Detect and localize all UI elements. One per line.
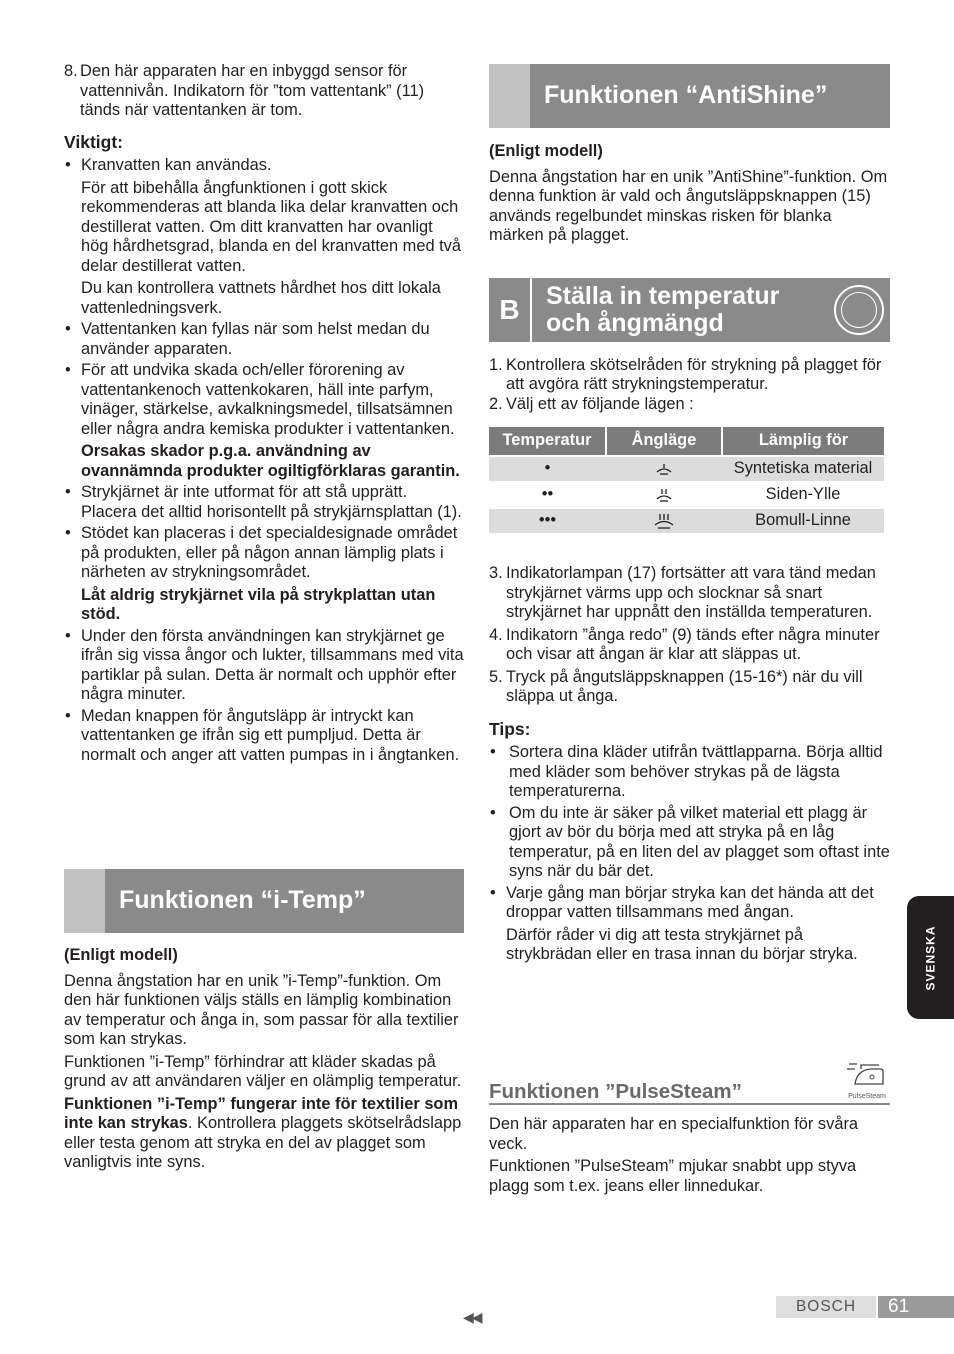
list-text: För att bibehålla ångfunktionen i gott skick rekommenderas att blanda lika delar kranvatten och destillerat vatten. Om ditt kranvatten har ovanligt hög hårdhetsgrad, blanda en del kranvatten med två delar destillerat vatten.	[81, 178, 461, 275]
step-number: 8.	[64, 62, 78, 80]
table-cell-temp: •	[489, 456, 606, 482]
paragraph: Denna ångstation har en unik ”AntiShine”-funktion. Om denna funktion är vald och ångutsläppsknappen (15) används regelbundet minskas risken för blanka märken på plagget.	[489, 167, 888, 244]
warning-text: Låt aldrig strykjärnet vila på strykplattan utan stöd.	[81, 585, 436, 623]
paragraph: Funktionen ”PulseSteam” mjukar snabbt upp styva plagg som t.ex. jeans eller linnedukar.	[489, 1157, 857, 1195]
viktigt-list	[64, 156, 464, 765]
list-item	[64, 156, 464, 318]
table-row	[489, 456, 884, 482]
table-row	[489, 508, 884, 533]
section-b-title	[532, 278, 890, 342]
list-item	[64, 483, 464, 522]
tips-list	[489, 743, 890, 965]
title-line: och ångmängd	[546, 308, 724, 337]
list-text: • Vattentanken kan fyllas när som helst medan du använder apparaten.	[81, 320, 430, 358]
pulse-icon-label: PulseSteam	[848, 1093, 886, 1100]
list-text: • Medan knappen för ångutsläpp är intryckt kan vattentanken ge ifrån sig ett pumpljud. Detta är normalt och anger att vatten pumpas in i ångtanken.	[81, 706, 460, 764]
paragraph-text: . Kontrollera plaggets skötselrådslapp eller testa genom att stryka en del av plagget som vanligtvis inte syns.	[64, 1114, 462, 1171]
list-text: • Kranvatten kan användas.	[81, 156, 272, 174]
list-item	[489, 884, 890, 965]
steam-level-2-icon	[655, 487, 673, 503]
step-number: 5.	[489, 667, 503, 686]
paragraph: Denna ångstation har en unik ”i-Temp”-funktion. Om den här funktionen väljs ställs en lämplig kombination av temperatur och ånga in, som passar för alla textilier som kan strykas.	[64, 971, 459, 1048]
step-number: 2.	[489, 394, 503, 413]
list-text: • Om du inte är säker på vilket material ett plagg är gjort av bör du börja med att stryka på en låg temperatur, på en liten del av plagget som oftast inte syns när du bär det.	[509, 803, 890, 880]
title-line: Ställa in temperatur	[546, 281, 780, 310]
table-row	[489, 482, 884, 508]
table-cell-use: Syntetiska material	[722, 456, 884, 482]
list-text: • Strykjärnet är inte utformat för att stå upprätt. Placera det alltid horisontellt på strykjärnsplattan (1).	[81, 483, 462, 521]
step-text: Kontrollera skötselråden för strykning på plagget för att avgöra rätt strykningstemperatur.	[506, 355, 882, 393]
tips-heading: Tips:	[489, 718, 531, 739]
language-label: SVENSKA	[922, 924, 937, 991]
paragraph: Den här apparaten har en specialfunktion för svåra veck.	[489, 1115, 859, 1153]
steam-level-1-icon	[655, 462, 673, 476]
steam-level-3-icon	[653, 512, 675, 530]
itemp-title: Funktionen “i-Temp”	[105, 869, 464, 933]
banner-tab	[489, 64, 530, 128]
itemp-banner	[64, 869, 464, 933]
section-letter: B	[489, 278, 532, 342]
list-text: • Sortera dina kläder utifrån tvättlapparna. Börja alltid med kläder som behöver strykas på de lägsta temperaturerna.	[509, 743, 883, 800]
table-cell-temp: •••	[489, 508, 606, 533]
step-3	[489, 564, 890, 623]
antishine-section	[489, 142, 890, 246]
table-header: Ångläge	[606, 427, 722, 456]
language-tab	[907, 896, 954, 1019]
pulse-steam-iron-icon	[844, 1060, 890, 1101]
list-item	[64, 524, 464, 625]
list-text: Du kan kontrollera vattnets hårdhet hos ditt lokala vattenledningsverk.	[81, 279, 441, 317]
steps-a	[489, 356, 890, 415]
list-text: • För att undvika skada och/eller förorening av vattentankenoch vattenkokaren, häll inte parfym, vinäger, stärkelse, avkalkningsmedel, tillsatsämnen eller några andra kemiska produkter i vattentanken.	[81, 361, 455, 438]
step-number: 3.	[489, 564, 503, 582]
antishine-banner	[489, 64, 890, 128]
page-number: 61	[878, 1296, 954, 1318]
section-b-banner	[489, 278, 890, 342]
list-item	[64, 627, 464, 705]
step-text: Välj ett av följande lägen :	[506, 394, 694, 413]
right-column	[489, 64, 890, 1195]
paragraph	[64, 1095, 464, 1173]
steps-b	[489, 564, 890, 707]
pulse-title: Funktionen ”PulseSteam”	[489, 1079, 742, 1103]
table-cell-temp: ••	[489, 482, 606, 508]
model-note: (Enligt modell)	[489, 142, 603, 160]
table-cell-use: Bomull-Linne	[722, 508, 884, 533]
list-item	[64, 361, 464, 481]
antishine-title: Funktionen “AntiShine”	[530, 64, 890, 128]
table-cell-steam	[606, 482, 722, 508]
step-4	[489, 626, 890, 665]
step-8	[64, 62, 464, 121]
list-item	[489, 743, 890, 802]
step-number: 1.	[489, 355, 503, 374]
paragraph: Funktionen ”i-Temp” förhindrar att kläder skadas på grund av att användaren väljer en olämplig temperatur.	[64, 1052, 462, 1090]
left-column	[64, 62, 464, 1171]
list-item	[64, 320, 464, 359]
list-text: Därför råder vi dig att testa strykjärnet på strykbrädan eller en trasa innan du börjar stryka.	[506, 925, 858, 963]
step-text: Den här apparaten har en inbyggd sensor för vattennivån. Indikatorn för ”tom vattentank” (11) tänds när vattentanken är tom.	[80, 62, 425, 119]
list-text: • Stödet kan placeras i det specialdesignade området på produkten, eller på någon annan lämplig plats i närheten av strykningsområdet.	[81, 524, 458, 581]
list-text: • Varje gång man börjar stryka kan det hända att det droppar vatten tillsammans med ångan.	[506, 883, 874, 921]
table-header: Lämplig för	[722, 427, 884, 456]
step-text: Indikatorlampan (17) fortsätter att vara tänd medan strykjärnet värms upp och slocknar så snart strykjärnet har uppnått den inställda temperaturen.	[506, 564, 876, 621]
pulse-section	[489, 1060, 890, 1196]
banner-tab	[64, 869, 105, 933]
step-1	[489, 356, 890, 395]
list-item	[489, 804, 890, 882]
table-cell-steam	[606, 456, 722, 482]
warning-text: Orsakas skador p.g.a. användning av ovannämnda produkter ogiltigförklaras garantin.	[81, 442, 460, 480]
temperature-dial-icon	[834, 285, 884, 335]
bold-text: Funktionen ”i-Temp” fungerar inte för textilier som inte kan strykas	[64, 1094, 459, 1132]
step-number: 4.	[489, 625, 503, 644]
table-cell-use: Siden-Ylle	[722, 482, 884, 508]
step-text: Tryck på ångutsläppsknappen (15-16*) när du vill släppa ut ånga.	[506, 667, 863, 705]
brand-label: BOSCH	[776, 1296, 876, 1318]
itemp-section	[64, 946, 464, 1173]
temperature-table	[489, 427, 884, 533]
back-arrows-icon: ◀◀	[463, 1309, 481, 1325]
step-5	[489, 668, 890, 707]
step-2	[489, 395, 890, 415]
pulse-heading-row	[489, 1060, 890, 1105]
model-note: (Enligt modell)	[64, 946, 178, 964]
iron-icon	[847, 1060, 887, 1090]
list-text: • Under den första användningen kan strykjärnet ge ifrån sig vissa ångor och lukter, tillsammans med vita partiklar på sulan. Detta är normalt och upphör efter några minuter.	[81, 626, 464, 703]
list-item	[64, 707, 464, 766]
table-cell-steam	[606, 508, 722, 533]
step-text: Indikatorn ”ånga redo” (9) tänds efter några minuter och visar att ångan är klar att släppas ut.	[506, 625, 880, 663]
viktigt-heading: Viktigt:	[64, 131, 123, 152]
table-header: Temperatur	[489, 427, 606, 456]
